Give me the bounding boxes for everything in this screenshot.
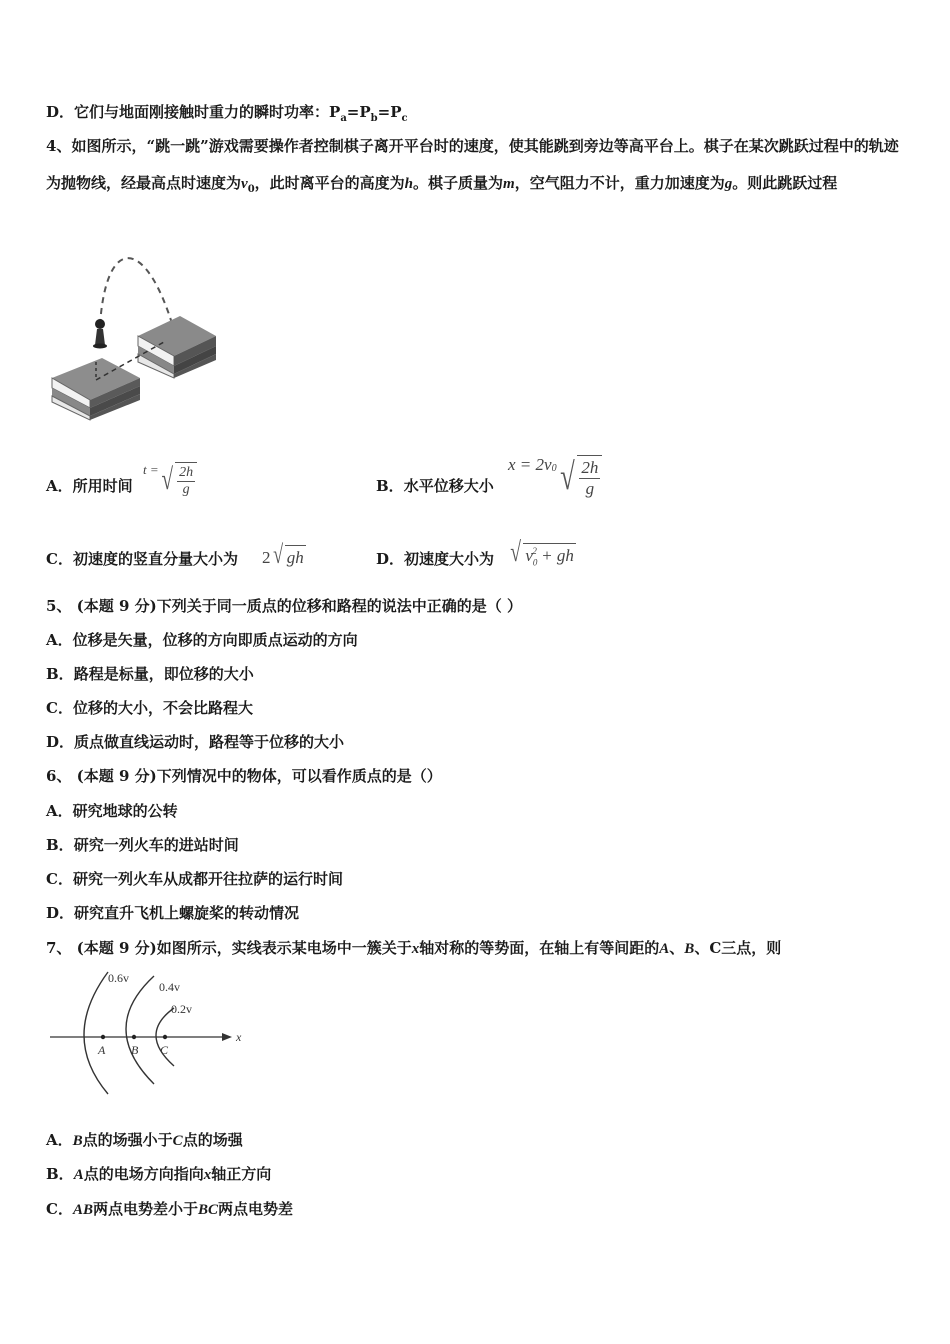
- point-b: B: [72, 1133, 83, 1149]
- option-text: 点的场强小于: [82, 1131, 173, 1149]
- option-label: C．: [46, 699, 73, 717]
- subscript-0: 0: [551, 463, 557, 474]
- frac-den: g: [585, 479, 595, 498]
- separator: 、: [669, 939, 685, 957]
- var-x: x: [411, 941, 420, 957]
- var-h: h: [404, 176, 414, 192]
- point-c-dot: [163, 1035, 167, 1039]
- point-b: B: [684, 941, 695, 957]
- option-text: 轴正方向: [211, 1165, 272, 1183]
- q7-option-a: [46, 1130, 243, 1151]
- q7-stem: [46, 938, 781, 959]
- sqrt-icon: √: [161, 463, 173, 496]
- point-a-dot: [101, 1035, 105, 1039]
- segment-bc: BC: [197, 1202, 218, 1218]
- subscript-0: 0: [247, 184, 255, 195]
- equals: =: [346, 103, 360, 121]
- q3-option-d: [46, 102, 408, 129]
- var-g: g: [724, 176, 733, 192]
- q6-stem: 6、 (本题 9 分)下列情况中的物体，可以看作质点的是（）: [46, 767, 442, 785]
- q4-stem: [46, 128, 906, 208]
- point-c: C: [709, 939, 722, 957]
- option-label: C．: [46, 550, 73, 568]
- question-number: 4、: [46, 137, 72, 155]
- stem-text: 。则此跳跃过程: [732, 174, 838, 192]
- var-m: m: [503, 176, 515, 192]
- q5-option: [46, 664, 254, 684]
- option-label: C．: [46, 870, 73, 888]
- point-c: C: [172, 1133, 183, 1149]
- stem-text: 。棋子质量为: [413, 174, 504, 192]
- chess-piece-icon: [93, 319, 107, 349]
- q5-option: [46, 698, 253, 718]
- stem-text: ，空气阻力不计，重力加速度为: [514, 174, 725, 192]
- stem-text: 三点，则: [721, 939, 782, 957]
- subscript-c: c: [401, 113, 408, 124]
- stem-text: 7、 (本题 9 分)如图所示，实线表示某电场中一簇关于: [46, 939, 412, 957]
- formula-lhs: t =: [143, 462, 159, 477]
- formula-displacement: [508, 455, 602, 499]
- option-text: 研究一列火车的进站时间: [73, 836, 239, 854]
- option-label: A．: [46, 631, 73, 649]
- power-symbol: P: [329, 103, 341, 121]
- var-v: v: [241, 176, 248, 192]
- q6-option: [46, 869, 343, 889]
- equals: =: [377, 103, 391, 121]
- option-label: B．: [376, 477, 404, 495]
- option-label: C．: [46, 1200, 73, 1218]
- point-label: B: [131, 1043, 139, 1057]
- point-label: C: [160, 1043, 169, 1057]
- option-label: A．: [46, 477, 73, 495]
- equipotential-06: [84, 972, 108, 1094]
- separator: 、: [694, 939, 710, 957]
- power-symbol: P: [390, 103, 402, 121]
- equipotential-04: [126, 976, 154, 1084]
- axis-label: x: [236, 1030, 242, 1044]
- jump-game-figure: [46, 250, 226, 425]
- frac-num: 2h: [581, 458, 599, 477]
- option-label: D．: [46, 103, 75, 121]
- option-text: 点的场强: [182, 1131, 243, 1149]
- option-text: 位移是矢量，位移的方向即质点运动的方向: [72, 631, 358, 649]
- sqrt-icon: √: [510, 537, 522, 568]
- var-v: v: [525, 546, 533, 565]
- option-label: B．: [46, 665, 74, 683]
- q7-option-c: [46, 1199, 293, 1220]
- option-text: 路程是标量，即位移的大小: [73, 665, 254, 683]
- formula-vertical-velocity: [262, 540, 306, 570]
- option-text: 研究直升飞机上螺旋桨的转动情况: [74, 904, 300, 922]
- power-symbol: P: [359, 103, 371, 121]
- radicand: gh: [285, 545, 306, 567]
- q4-option-c: [46, 549, 238, 569]
- option-label: D．: [46, 904, 75, 922]
- option-label: A．: [46, 802, 73, 820]
- q4-option-a: [46, 476, 133, 496]
- option-text: 研究地球的公转: [72, 802, 178, 820]
- option-text: 两点电势差: [218, 1200, 294, 1218]
- sqrt-icon: √: [559, 456, 575, 498]
- option-text: 位移的大小，不会比路程大: [72, 699, 253, 717]
- left-platform: [52, 358, 140, 420]
- equipotential-figure: [46, 968, 246, 1098]
- potential-label: 0.6v: [108, 971, 129, 985]
- stem-text: 轴对称的等势面，在轴上有等间距的: [419, 939, 660, 957]
- point-a: A: [659, 941, 670, 957]
- option-text: 所用时间: [72, 477, 133, 495]
- stem-text: 如图所示，“跳一跳”游戏需要操作者控制棋子离开平台时的速度，使其能跳到旁边等高平台上。棋子在某次跳跃过程中的轨迹为抛物线，经最高点时速度为: [46, 137, 899, 192]
- frac-num: 2h: [179, 465, 194, 480]
- right-platform: [138, 316, 216, 378]
- subscript-a: a: [340, 113, 347, 124]
- point-label: A: [98, 1043, 106, 1057]
- option-label: B．: [46, 836, 74, 854]
- var-x: x: [203, 1167, 212, 1183]
- q4-option-b: [376, 476, 494, 496]
- q4-option-d: [376, 549, 494, 569]
- q6-option: [46, 903, 299, 923]
- formula-lhs: x = 2v: [508, 455, 552, 474]
- option-text: 点的电场方向指向: [83, 1165, 204, 1183]
- option-label: D．: [376, 550, 405, 568]
- formula-initial-velocity: [508, 538, 576, 568]
- option-text: 初速度大小为: [404, 550, 495, 568]
- option-text: 两点电势差小于: [92, 1200, 198, 1218]
- arrow-icon: [222, 1033, 232, 1041]
- option-label: D．: [46, 733, 75, 751]
- frac-den: g: [182, 482, 190, 497]
- point-a: A: [73, 1167, 84, 1183]
- formula-time: [143, 462, 197, 498]
- subscript-0: 0: [532, 557, 538, 568]
- option-label: B．: [46, 1165, 74, 1183]
- stem-text: ，此时离平台的高度为: [254, 174, 405, 192]
- q5-option: [46, 630, 358, 650]
- q6-option: [46, 835, 239, 855]
- superscript-2: 2: [532, 546, 537, 557]
- option-text: 研究一列火车从成都开往拉萨的运行时间: [72, 870, 343, 888]
- option-text: 水平位移大小: [403, 477, 494, 495]
- segment-ab: AB: [72, 1202, 93, 1218]
- potential-label: 0.4v: [159, 980, 180, 994]
- q5-stem: 5、 (本题 9 分)下列关于同一质点的位移和路程的说法中正确的是（ ）: [46, 597, 522, 615]
- point-b-dot: [132, 1035, 136, 1039]
- subscript-b: b: [370, 113, 378, 124]
- option-label: A．: [46, 1131, 73, 1149]
- q5-option: [46, 732, 344, 752]
- potential-label: 0.2v: [171, 1002, 192, 1016]
- formula-coefficient: 2: [262, 548, 271, 567]
- option-text: 质点做直线运动时，路程等于位移的大小: [74, 733, 345, 751]
- sqrt-icon: √: [272, 540, 283, 569]
- formula-rest: + gh: [536, 546, 574, 565]
- q6-option: [46, 801, 178, 821]
- option-text: 初速度的竖直分量大小为: [72, 550, 238, 568]
- option-text: 它们与地面刚接触时重力的瞬时功率：: [74, 103, 330, 121]
- q7-option-b: [46, 1164, 271, 1185]
